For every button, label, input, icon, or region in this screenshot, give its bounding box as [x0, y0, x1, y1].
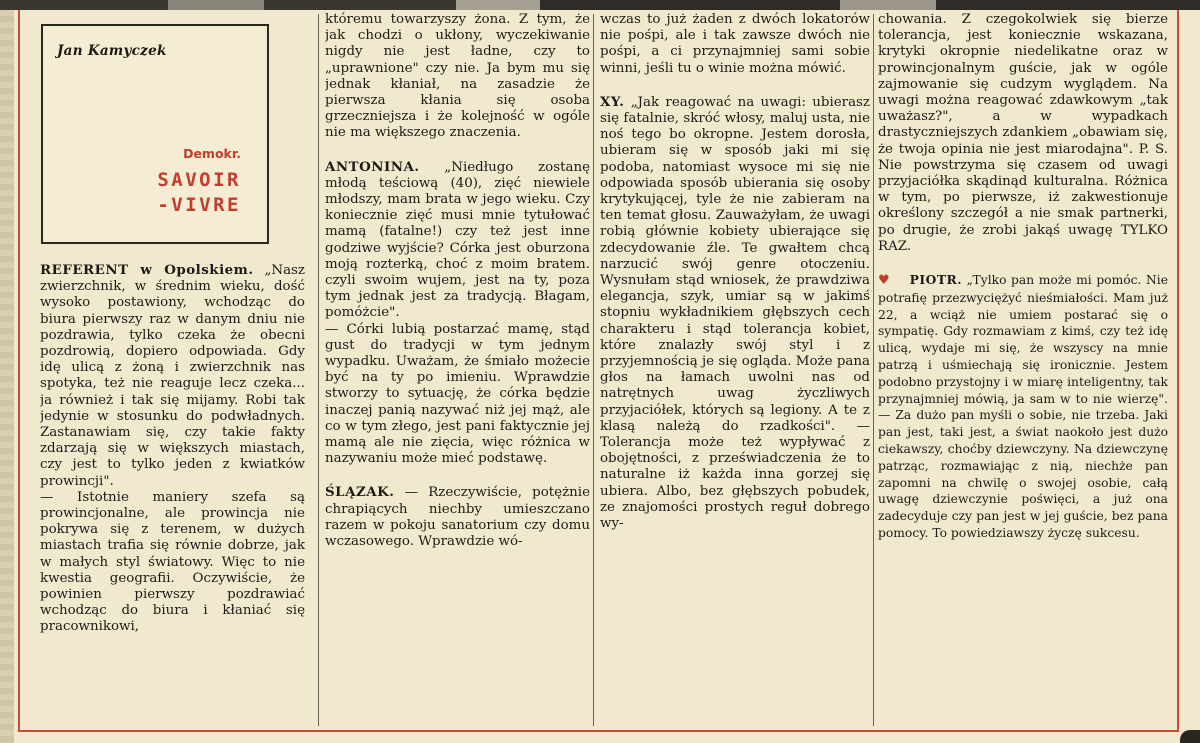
page-left-edge	[0, 10, 14, 743]
answer-text: — Córki lubią postarzać mamę, stąd gust do tradycji w tym jednym wypadku. Uważam, że śmiało możecie być na ty po imieniu. Wprawdzie stworzy to sytuację, że córka będzie inaczej panią nazywać niż jej mąż, ale co w tym złego, jest pani faktycznie jej mamą ale nie zięcia, więc różnica w nazywaniu może mieć podstawę.	[325, 321, 590, 467]
letter-sender-place: w Opolskiem.	[128, 262, 254, 278]
letter-text: „Niedługo zostanę młodą teściową (40), zięć niewiele młodszy, mam brata w jego wieku. Czy koniecznie zięć musi mnie tytułować mamą (fatalne!) czy też jest inne godziwe wyjście? Córka jest oburzona moją rozterką, choć z moim bratem. czyli swoim wujem, jest na ty, poza tym jednak jest za tradycją. Błagam, pomóżcie".	[325, 159, 590, 321]
headline-line-2: -VIVRE	[157, 194, 241, 216]
letter-piotr	[878, 272, 1168, 542]
letter-sender-name: XY.	[600, 93, 625, 110]
column-2	[325, 12, 590, 550]
page-corner-mark	[1180, 730, 1200, 743]
letter-sender-name: REFERENT	[40, 262, 129, 278]
letter-slazak	[325, 484, 590, 550]
column-rule-1	[318, 14, 319, 726]
top-photo-strip	[0, 0, 1200, 10]
answer-text: wczas to już żaden z dwóch lokatorów nie pośpi, ale i tak zawsze dwóch nie pośpi, a ci przynajmniej sami sobie winni, jeśli tu o winie można mówić.	[600, 12, 870, 76]
answer-text: chowania. Z czegokolwiek się bierze tolerancja, jest koniecznie wskazana, krytyki okropnie niedelikatne oraz w prowincjonalnym guście, jak w ogóle zajmowanie się cudzym wyglądem. Na uwagi można reagować zdawkowym „tak uważasz?", a w wypadkach drastyczniejszych zdankiem „obawiam się, że twoja opinia nie jest miarodajna". P. S. Nie powstrzyma się czasem od uwagi przyjaciółka skądinąd kulturalna. Różnica w tym, po pierwsze, iż zakwestionuje określony szczegół a nie smak partnerki, po drugie, że zrobi jakąś uwagę TYLKO RAZ.	[878, 12, 1168, 254]
letter-text: „Jak reagować na uwagi: ubierasz się fatalnie, skróć włosy, maluj usta, nie noś tego bo okropne. Jestem dorosła, ubieram się w sposób jaki mi się podoba, natomiast wysoce mi się nie odpowiada sposób ubierania się osoby krytykującej, tyle że nie zabieram na ten temat głosu. Zauważyłam, że uwagi robią głównie kobiety ubierające się zdecydowanie źle. Te gwałtem chcą narzucić swój genre otoczeniu. Wysnułam stąd wniosek, że prawdziwa elegancja, szyk, umiar są w jakimś stopniu wykładnikiem głębszych cech charakteru i stąd tolerancja kobiet, które znalazły swój styl i z przyjemnością je się ogląda. Może pana głos na łamach uwolni nas od natrętnych uwag życzliwych przyjaciółek, których są legiony. A te z klasą należą do rzadkości". — Tolerancja może też wypływać z obojętności, z przeświadczenia że to naturalne iż każda inna gorzej się ubiera. Albo, bez głębszych pobudek, ze znajomości prostych reguł dobrego wy-	[600, 94, 870, 532]
letter-sender-name: ŚLĄZAK.	[325, 484, 395, 501]
heart-icon: ♥	[878, 273, 890, 289]
column-rule-2	[593, 14, 594, 726]
headline-line-1: SAVOIR	[157, 169, 241, 191]
letter-text: „Nasz zwierzchnik, w średnim wieku, dość wysoko postawiony, wchodząc do biura pierwszy raz w danym dniu nie pozdrawia, tylko czeka że obecni pozdrowią, dopiero odpowiada. Gdy idę ulicą z żoną i zwierzchnik nas spotyka, też nie reaguje lecz czeka... ja również i tak się mijamy. Robi tak jedynie w stosunku do podwładnych. Zastanawiam się, czy takie fakty zdarzają się w większych miastach, czy jest to tylko jeden z kwiatków prowincji".	[40, 263, 305, 489]
answer-text: — Istotnie maniery szefa są prowincjonalne, ale prowincja nie pokrywa się z terenem, w dużych miastach trafia się równie dobrze, jak w małych styl światowy. Więc to nie kwestia geografii. Oczywiście, że powinien pierwszy pozdrawiać wchodząc do biura i kłaniać się pracownikowi,	[40, 489, 305, 635]
author-byline: Jan Kamyczek	[57, 43, 167, 59]
title-box	[41, 24, 269, 244]
answer-text: któremu towarzyszy żona. Z tym, że jak chodzi o ukłony, wyczekiwanie nigdy nie jest ładne, czy to „uprawnione" czy nie. Ja bym mu się jednak kłaniał, na zasadzie że pierwsza kłania się osoba grzeczniejsza i że kolejność w ogóle nie ma większego znaczenia.	[325, 12, 590, 141]
answer-text: — Rzeczywiście, potężnie chrapiących niechby umieszczano razem w pokoju sanatorium czy domu wczasowego. Wprawdzie wó-	[325, 485, 590, 550]
letter-antonina	[325, 159, 590, 322]
column-3	[600, 12, 870, 532]
kicker-label: Demokr.	[183, 146, 241, 161]
letter-referent	[40, 262, 305, 490]
headline	[157, 168, 241, 218]
letter-sender-name: PIOTR.	[909, 272, 963, 288]
letter-xy	[600, 94, 870, 532]
column-rule-3	[873, 14, 874, 726]
column-4	[878, 12, 1168, 542]
column-1	[40, 262, 305, 728]
letter-text: „Tylko pan może mi pomóc. Nie potrafię przezwyciężyć nieśmiałości. Mam już 22, a wciąż nie umiem postarać się o sympatię. Gdy rozmawiam z kimś, czy też idę ulicą, wydaje mi się, że wszyscy na mnie patrzą i uśmiechają się ironicznie. Jestem podobno przystojny i w miarę inteligentny, tak przynajmniej mówią, ja sam w to nie wierzę". — Za dużo pan myśli o sobie, nie trzeba. Jaki pan jest, taki jest, a świat naokoło jest dużo ciekawszy, choćby dziewczyny. Na dziewczynę patrząc, rozmawiając z nią, niechże pan zapomni na chwilę o swojej osobie, całą uwagę dziewczynie poświęci, a już ona zadecyduje czy pan jest w jej guście, bez pana pomocy. To powiedziawszy życzę sukcesu.	[878, 273, 1168, 540]
letter-sender-name: ANTONINA.	[325, 158, 420, 175]
